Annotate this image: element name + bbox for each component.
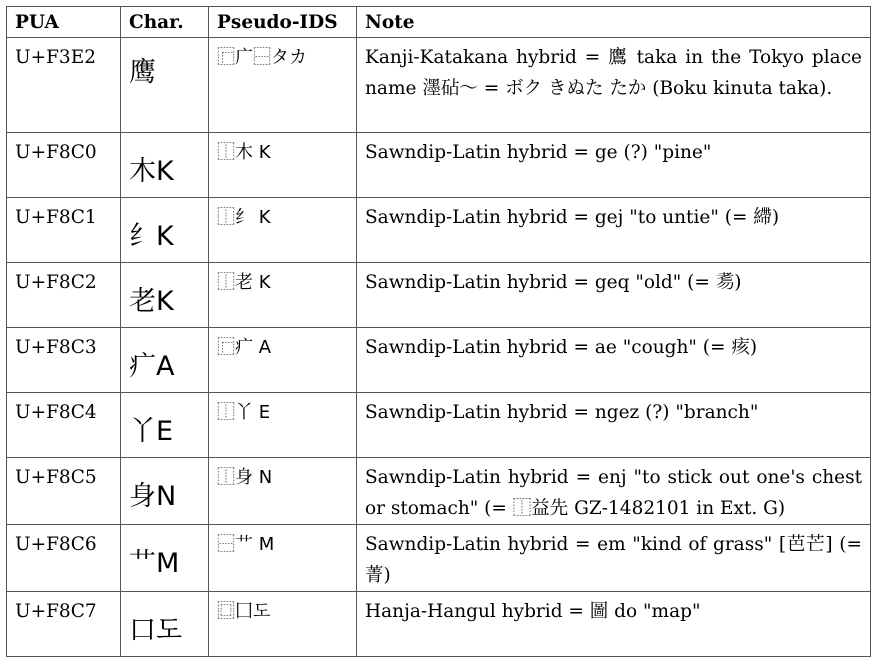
- table-row: [7, 592, 871, 657]
- char-glyph: 老K: [129, 286, 174, 317]
- char-glyph: 鹰: [129, 57, 156, 88]
- pseudo-ids: ⿰纟 K: [217, 207, 271, 228]
- table-row: [7, 393, 871, 458]
- pseudo-ids: ⿰身 N: [217, 467, 273, 488]
- header-row: [7, 7, 871, 38]
- pseudo-ids: ⿰丫 E: [217, 402, 271, 423]
- pua-code: U+F8C0: [7, 133, 121, 198]
- note-text: Hanja-Hangul hybrid = 圖 do "map": [357, 592, 871, 657]
- header-pseudo-ids: Pseudo-IDS: [209, 7, 357, 38]
- char-glyph: 木K: [129, 156, 174, 187]
- table-row: [7, 133, 871, 198]
- pseudo-ids: ⿴囗도: [217, 601, 271, 622]
- pua-code: U+F3E2: [7, 38, 121, 133]
- pua-code: U+F8C5: [7, 458, 121, 525]
- char-glyph: 口도: [129, 615, 183, 646]
- table-row: [7, 525, 871, 592]
- note-text: Sawndip-Latin hybrid = ge (?) "pine": [357, 133, 871, 198]
- pua-code: U+F8C2: [7, 263, 121, 328]
- note-text: Sawndip-Latin hybrid = em "kind of grass" [芭芒] (= 菁): [357, 525, 871, 592]
- note-text: Sawndip-Latin hybrid = ngez (?) "branch": [357, 393, 871, 458]
- pua-table: [6, 6, 871, 657]
- pua-code: U+F8C3: [7, 328, 121, 393]
- table-row: [7, 198, 871, 263]
- table-row: [7, 328, 871, 393]
- pseudo-ids: ⿱艹 M: [217, 534, 275, 555]
- char-glyph: 纟K: [129, 221, 174, 252]
- pseudo-ids: ⿰老 K: [217, 272, 271, 293]
- pseudo-ids: ⿰木 K: [217, 142, 271, 163]
- pseudo-ids: ⿸广⿱タカ: [217, 47, 307, 68]
- pua-code: U+F8C6: [7, 525, 121, 592]
- char-glyph: 疒A: [129, 351, 175, 382]
- note-text: Sawndip-Latin hybrid = geq "old" (= 𦒸): [357, 263, 871, 328]
- pseudo-ids: ⿸疒 A: [217, 337, 272, 358]
- header-note: Note: [357, 7, 871, 38]
- note-text: Kanji-Katakana hybrid = 鷹 taka in the Tokyo place name 濹砧～ = ボク きぬた たか (Boku kinuta taka).: [357, 38, 871, 133]
- pua-code: U+F8C4: [7, 393, 121, 458]
- char-glyph: 艹M: [129, 548, 180, 579]
- table-row: [7, 458, 871, 525]
- header-char: Char.: [121, 7, 209, 38]
- pua-code: U+F8C7: [7, 592, 121, 657]
- note-text: Sawndip-Latin hybrid = gej "to untie" (= 𦄂): [357, 198, 871, 263]
- table-row: [7, 263, 871, 328]
- table-row: [7, 38, 871, 133]
- note-text: Sawndip-Latin hybrid = enj "to stick out one's chest or stomach" (= ⿰益先 GZ-1482101 in Ext. G): [357, 458, 871, 525]
- header-pua: PUA: [7, 7, 121, 38]
- note-text: Sawndip-Latin hybrid = ae "cough" (= 痎): [357, 328, 871, 393]
- char-glyph: 丫E: [129, 416, 174, 447]
- pua-code: U+F8C1: [7, 198, 121, 263]
- char-glyph: 身N: [129, 481, 177, 512]
